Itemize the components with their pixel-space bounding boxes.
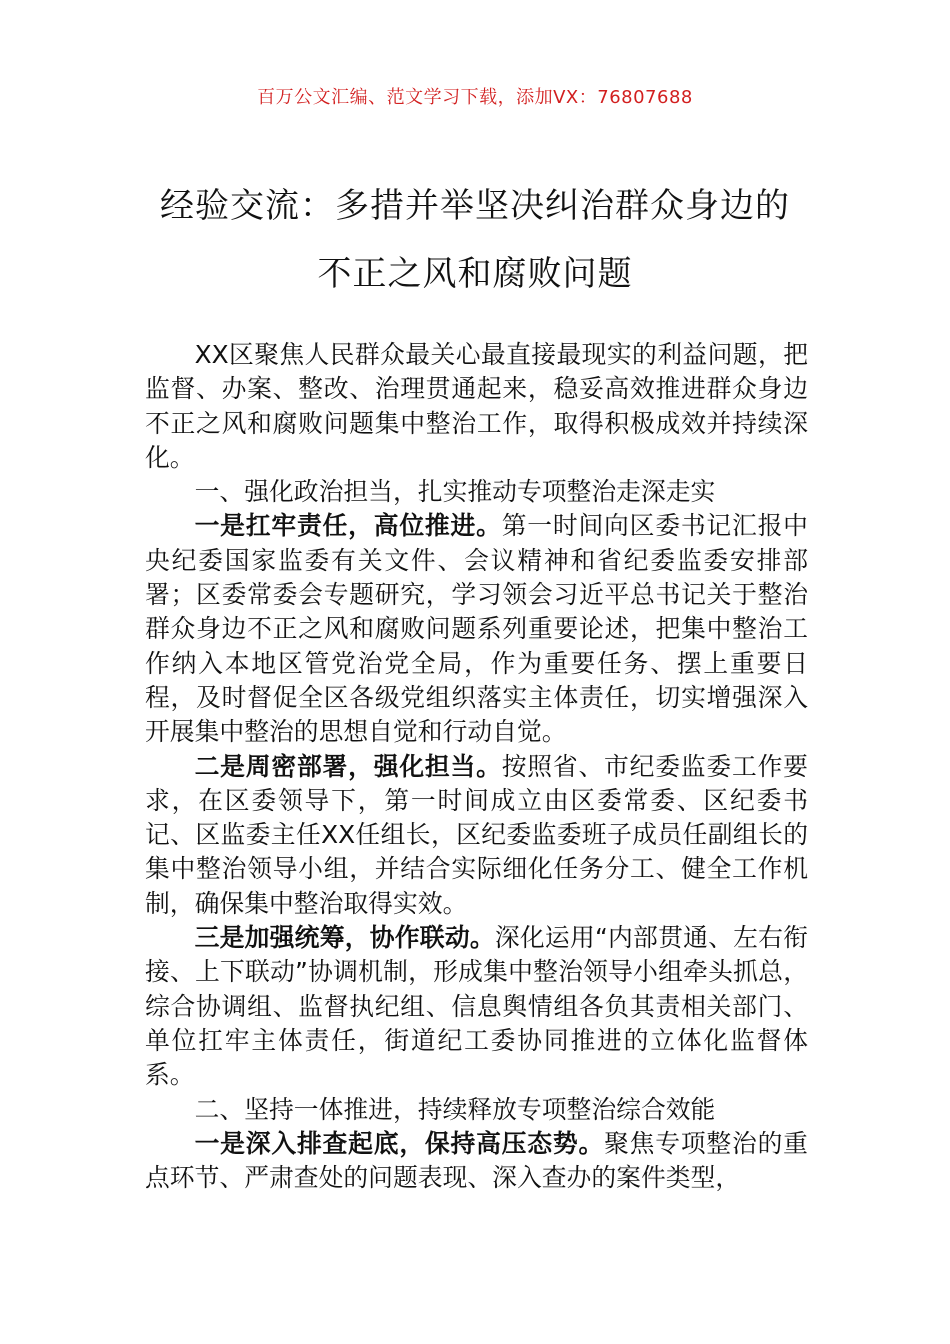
paragraph-lead: 二是周密部署，强化担当。 [194,751,502,781]
title-line-1: 经验交流：多措并举坚决纠治群众身边的 [160,186,790,226]
paragraph-text: 聚焦专项整治的重点环节、严肃查处的问题表现、深入查办的案件类型， [145,1128,808,1193]
paragraph-text: 深化运用“内部贯通、左右衔接、上下联动”协调机制，形成集中整治领导小组牵头抓总，综合协调组、监督执纪组、信息舆情组各负其责相关部门、单位扛牢主体责任，街道纪工委协同推进的立体化监督体系。 [145,923,808,1090]
paragraph-lead: 一是深入排查起底，保持高压态势。 [194,1128,605,1158]
section-heading-2 [145,1093,808,1127]
paragraph-lead: 一是扛牢责任，高位推进。 [194,511,502,541]
document-body [145,338,808,1195]
paragraph-text: XX区聚焦人民群众最关心最直接最现实的利益问题，把监督、办案、整改、治理贯通起来，稳妥高效推进群众身边不正之风和腐败问题集中整治工作，取得积极成效并持续深化。 [145,340,808,472]
paragraph-point-4 [145,1127,808,1196]
watermark-banner: 百万公文汇编、范文学习下载，添加VX：76807688 [257,87,693,108]
heading-text: 二、坚持一体推进，持续释放专项整治综合效能 [194,1094,716,1124]
section-heading-1 [145,475,808,509]
heading-text: 一、强化政治担当，扎实推动专项整治走深走实 [194,477,716,507]
title-line-2: 不正之风和腐败问题 [317,254,633,294]
paragraph-point-2 [145,750,808,921]
paragraph-intro [145,338,808,475]
paragraph-lead: 三是加强统筹，协作联动。 [194,923,495,953]
paragraph-point-1 [145,509,808,749]
paragraph-point-3 [145,921,808,1092]
paragraph-text: 第一时间向区委书记汇报中央纪委国家监委有关文件、会议精神和省纪委监委安排部署；区委常委会专题研究，学习领会习近平总书记关于整治群众身边不正之风和腐败问题系列重要论述，把集中整治工作纳入本地区管党治党全局，作为重要任务、摆上重要日程，及时督促全区各级党组织落实主体责任，切实增强深入开展集中整治的思想自觉和行动自觉。 [145,511,808,747]
document-title [80,172,870,308]
paragraph-text: 按照省、市纪委监委工作要求，在区委领导下，第一时间成立由区委常委、区纪委书记、区监委主任XX任组长，区纪委监委班子成员任副组长的集中整治领导小组，并结合实际细化任务分工、健全工作机制，确保集中整治取得实效。 [145,751,808,918]
